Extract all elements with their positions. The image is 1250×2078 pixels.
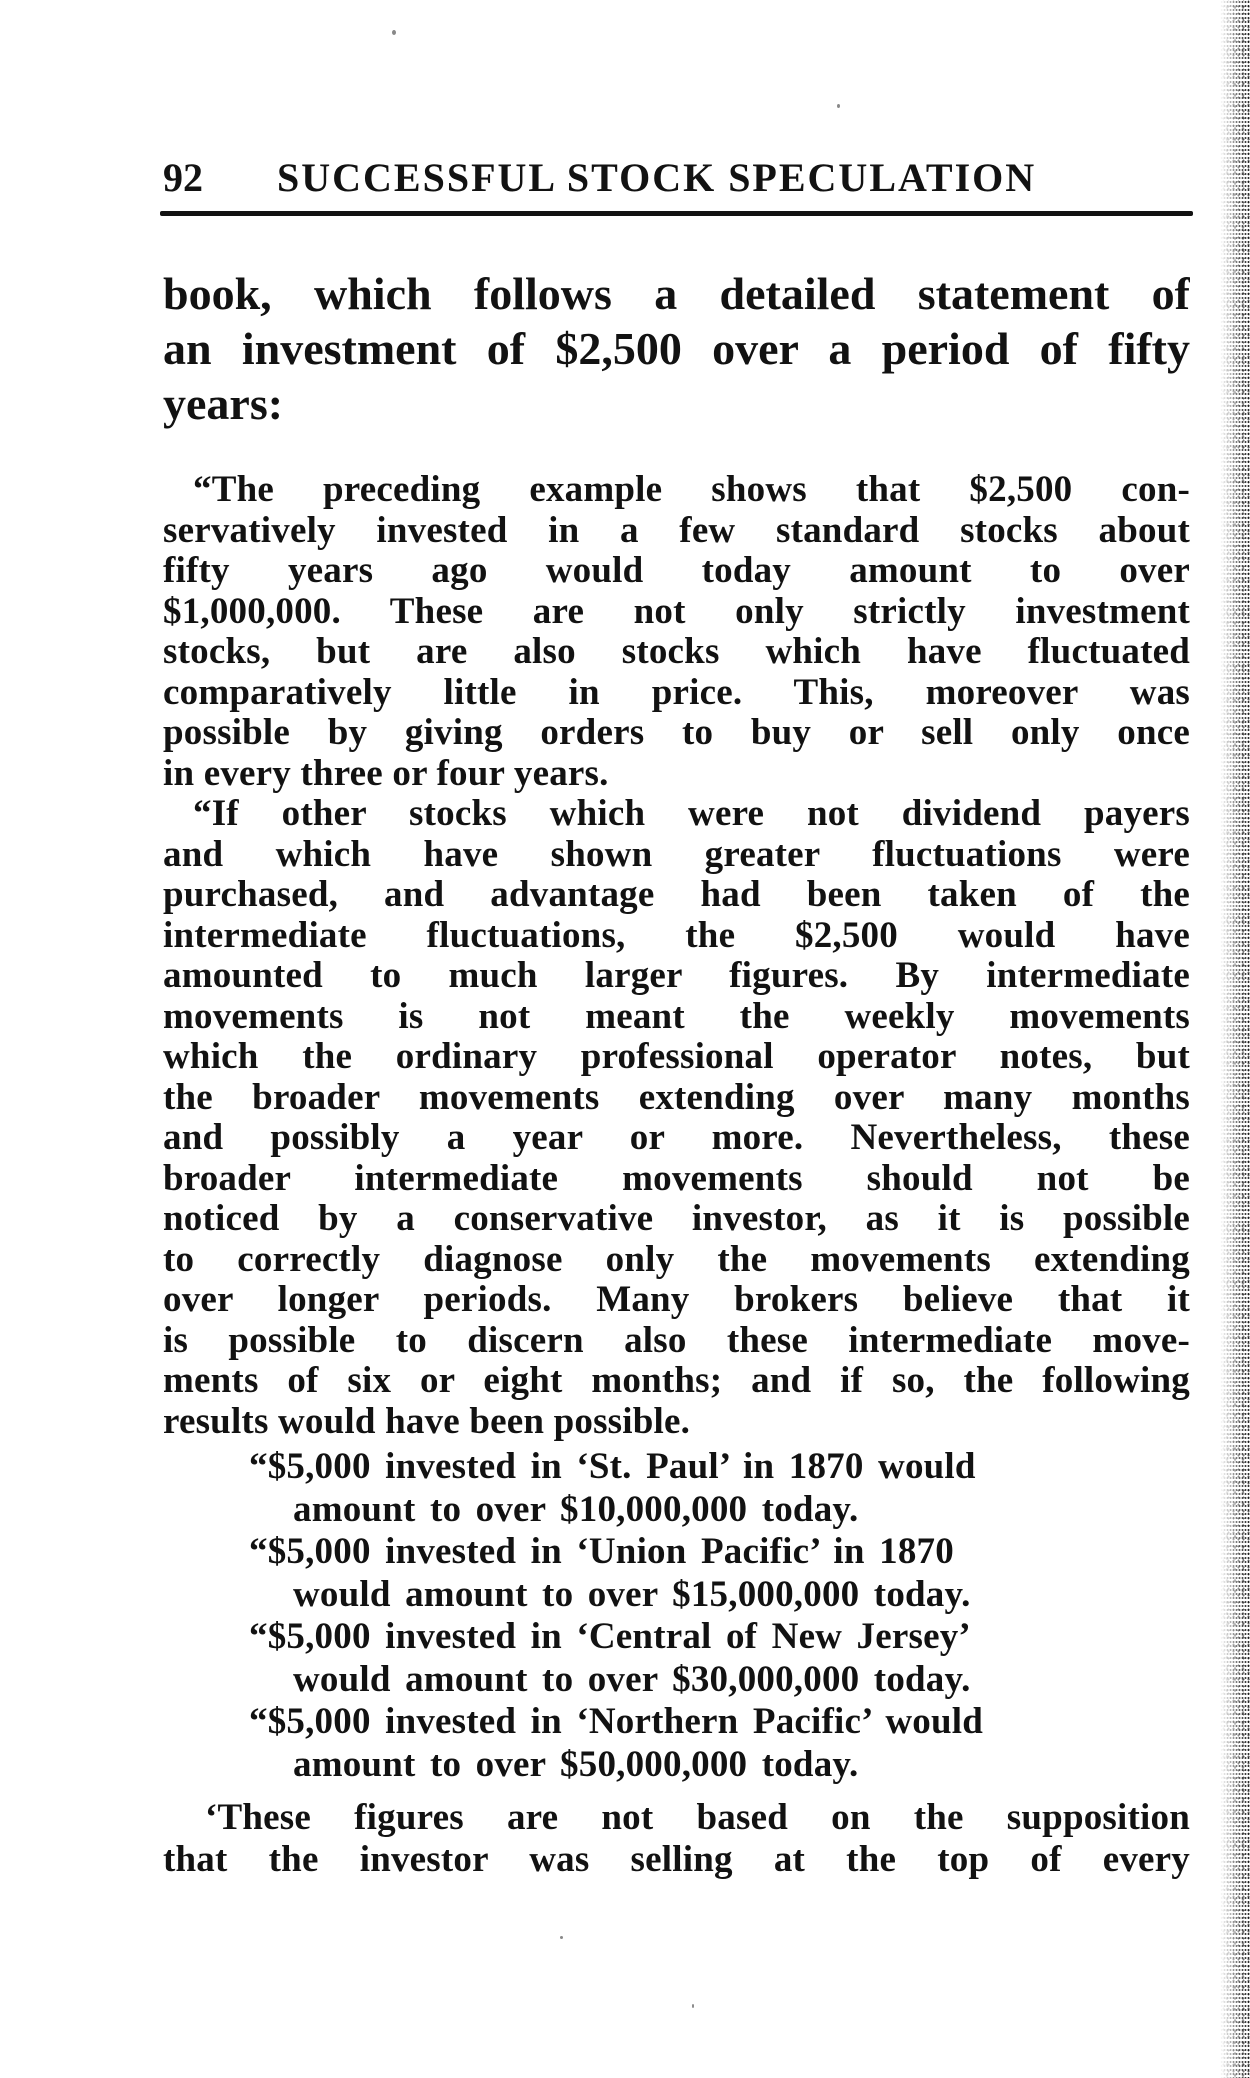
investment-example — [163, 1616, 1190, 1701]
text-line: in every three or four years. — [163, 753, 609, 794]
text-line: is possible to discern also these intermediate move- — [163, 1320, 1190, 1361]
quoted-paragraph-1 — [163, 470, 1190, 794]
text-line: ments of six or eight months; and if so, the following — [163, 1361, 1190, 1401]
text-line: broader intermediate movements should not be — [163, 1158, 1190, 1199]
text-line: possible by giving orders to buy or sell only once — [163, 713, 1190, 753]
text-line: “$5,000 invested in ‘Union Pacific’ in 1870 — [249, 1531, 954, 1572]
scan-gutter-noise — [1220, 0, 1250, 2078]
text-line: and which have shown greater fluctuations were — [163, 834, 1190, 875]
text-line: amounted to much larger figures. By intermediate — [163, 956, 1190, 996]
text-line: $1,000,000. These are not only strictly investment — [163, 591, 1190, 632]
text-line: results would have been possible. — [163, 1401, 691, 1442]
header-rule — [160, 211, 1193, 216]
text-line: movements is not meant the weekly movements — [163, 996, 1190, 1037]
ink-speck — [560, 1936, 563, 1939]
text-line: servatively invested in a few standard stocks about — [163, 510, 1190, 551]
quoted-paragraph-2 — [163, 794, 1190, 1442]
text-line: comparatively little in price. This, moreover was — [163, 672, 1190, 713]
text-line: an investment of $2,500 over a period of fifty — [163, 323, 1190, 374]
text-line: noticed by a conservative investor, as it is possible — [163, 1199, 1190, 1239]
text-line: “The preceding example shows that $2,500 con- — [193, 470, 1190, 510]
ink-speck — [837, 104, 840, 108]
text-line: ‘These figures are not based on the supposition — [205, 1797, 1190, 1838]
text-line: book, which follows a detailed statement of — [163, 268, 1190, 319]
text-line: stocks, but are also stocks which have fluctuated — [163, 632, 1190, 672]
text-line: intermediate fluctuations, the $2,500 would have — [163, 915, 1190, 956]
text-line: purchased, and advantage had been taken of the — [163, 875, 1190, 915]
text-line: fifty years ago would today amount to over — [163, 551, 1190, 591]
text-line: and possibly a year or more. Nevertheless, these — [163, 1118, 1190, 1158]
page-number: 92 — [163, 155, 203, 200]
text-line: years: — [163, 378, 284, 429]
running-title: SUCCESSFUL STOCK SPECULATION — [277, 155, 1037, 200]
text-line: “$5,000 invested in ‘St. Paul’ in 1870 would — [249, 1446, 976, 1487]
text-line: the broader movements extending over many months — [163, 1077, 1190, 1118]
text-line: that the investor was selling at the top of every — [163, 1839, 1190, 1880]
text-line: would amount to over $15,000,000 today. — [293, 1573, 971, 1615]
ink-speck — [692, 2004, 694, 2008]
investment-example — [163, 1446, 1190, 1531]
investment-example — [163, 1701, 1190, 1786]
text-line: “If other stocks which were not dividend payers — [193, 794, 1190, 834]
text-line: over longer periods. Many brokers believe that it — [163, 1280, 1190, 1320]
investment-example — [163, 1531, 1190, 1616]
investment-examples-list — [163, 1446, 1190, 1786]
text-line: to correctly diagnose only the movements extending — [163, 1239, 1190, 1280]
intro-paragraph — [163, 266, 1190, 431]
text-line: would amount to over $30,000,000 today. — [293, 1658, 971, 1700]
running-header — [163, 156, 1193, 202]
text-line: “$5,000 invested in ‘Northern Pacific’ would — [249, 1701, 983, 1742]
text-line: which the ordinary professional operator notes, but — [163, 1037, 1190, 1077]
ink-speck — [392, 30, 396, 35]
text-line: “$5,000 invested in ‘Central of New Jersey’ — [249, 1616, 971, 1657]
closing-paragraph — [163, 1797, 1190, 1881]
text-line: amount to over $50,000,000 today. — [293, 1743, 859, 1785]
text-line: amount to over $10,000,000 today. — [293, 1488, 859, 1530]
